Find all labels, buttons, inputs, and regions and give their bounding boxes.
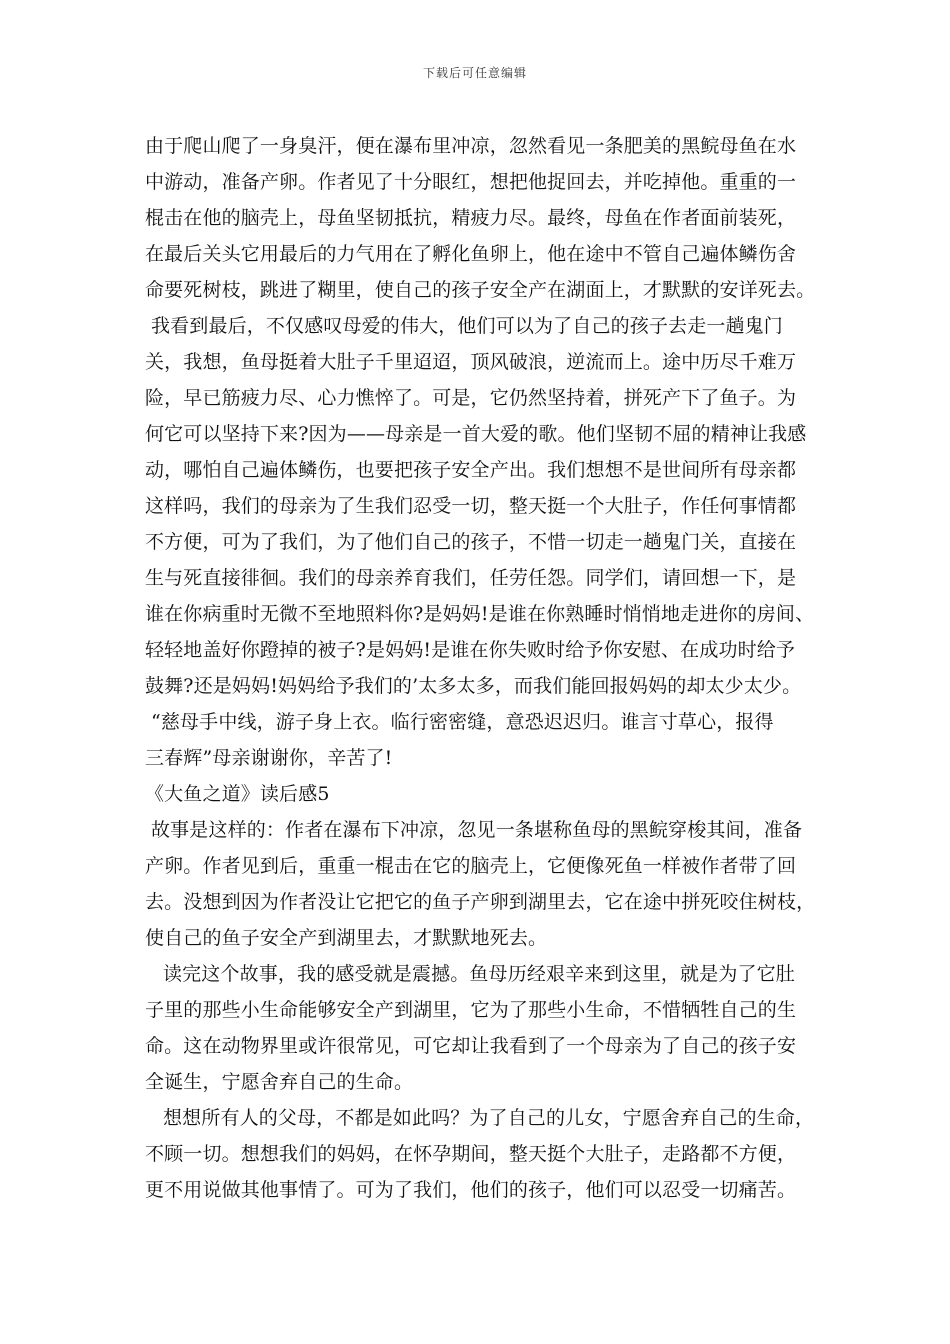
text-line: 不方便，可为了我们，为了他们自己的孩子，不惜一切走一趟鬼门关，直接在: [145, 531, 797, 553]
text-line: 在最后关头它用最后的力气用在了孵化鱼卵上，他在途中不管自己遍体鳞伤舍: [145, 243, 797, 265]
text-line: 生与死直接徘徊。我们的母亲养育我们，任劳任怨。同学们，请回想一下，是: [145, 567, 797, 589]
text-line: 去。没想到因为作者没让它把它的鱼子产卵到湖里去，它在途中拼死咬住树枝，: [145, 891, 816, 913]
text-line: 棍击在他的脑壳上，母鱼坚韧抵抗，精疲力尽。最终，母鱼在作者面前装死，: [145, 207, 797, 229]
text-line: 想想所有人的父母，不都是如此吗？为了自己的儿女，宁愿舍弃自己的生命，: [163, 1107, 815, 1129]
text-line: 轻轻地盖好你蹬掉的被子?是妈妈!是谁在你失败时给予你安慰、在成功时给予: [145, 639, 796, 661]
text-line: 中游动，准备产卵。作者见了十分眼红，想把他捉回去，并吃掉他。重重的一: [145, 171, 797, 193]
text-line: 《大鱼之道》读后感5: [145, 783, 330, 805]
text-line: 由于爬山爬了一身臭汗，便在瀑布里冲凉，忽然看见一条肥美的黑鲩母鱼在水: [145, 135, 797, 157]
text-line: 动，哪怕自己遍体鳞伤，也要把孩子安全产出。我们想想不是世间所有母亲都: [145, 459, 797, 481]
text-line: 命。这在动物界里或许很常见，可它却让我看到了一个母亲为了自己的孩子安: [145, 1035, 797, 1057]
text-line: 更不用说做其他事情了。可为了我们，他们的孩子，他们可以忍受一切痛苦。: [145, 1179, 797, 1201]
text-line: 使自己的鱼子安全产到湖里去，才默默地死去。: [145, 927, 548, 949]
text-line: 关，我想，鱼母挺着大肚子千里迢迢，顶风破浪，逆流而上。途中历尽千难万: [145, 351, 797, 373]
text-line: 不顾一切。想想我们的妈妈，在怀孕期间，整天挺个大肚子，走路都不方便，: [145, 1143, 797, 1165]
text-line: 三春辉”母亲谢谢你，辛苦了!: [145, 747, 393, 769]
text-line: 产卵。作者见到后，重重一棍击在它的脑壳上，它便像死鱼一样被作者带了回: [145, 855, 797, 877]
text-line: 谁在你病重时无微不至地照料你?是妈妈!是谁在你熟睡时悄悄地走进你的房间、: [145, 603, 815, 625]
text-line: 全诞生，宁愿舍弃自己的生命。: [145, 1071, 414, 1093]
text-line: 命要死树枝，跳进了糊里，使自己的孩子安全产在湖面上，才默默的安详死去。: [145, 279, 816, 301]
text-line: 险，早已筋疲力尽、心力憔悴了。可是，它仍然坚持着，拼死产下了鱼子。为: [145, 387, 797, 409]
text-line: 我看到最后，不仅感叹母爱的伟大，他们可以为了自己的孩子去走一趟鬼门: [151, 315, 783, 337]
text-line: 读完这个故事，我的感受就是震撼。鱼母历经艰辛来到这里，就是为了它肚: [163, 963, 795, 985]
text-line: 故事是这样的：作者在瀑布下冲凉，忽见一条堪称鱼母的黑鲩穿梭其间，准备: [151, 819, 803, 841]
page-header: 下载后可任意编辑: [422, 66, 527, 80]
text-line: 子里的那些小生命能够安全产到湖里，它为了那些小生命，不惜牺牲自己的生: [145, 999, 797, 1021]
text-line: 这样吗，我们的母亲为了生我们忍受一切，整天挺一个大肚子，作任何事情都: [145, 495, 797, 517]
text-line: “慈母手中线，游子身上衣。临行密密缝，意恐迟迟归。谁言寸草心，报得: [151, 711, 774, 733]
text-line: 鼓舞?还是妈妈!妈妈给予我们的’太多太多，而我们能回报妈妈的却太少太少。: [145, 675, 802, 697]
document-body: [145, 128, 825, 1208]
text-line: 何它可以坚持下来?因为——母亲是一首大爱的歌。他们坚韧不屈的精神让我感: [145, 423, 807, 445]
